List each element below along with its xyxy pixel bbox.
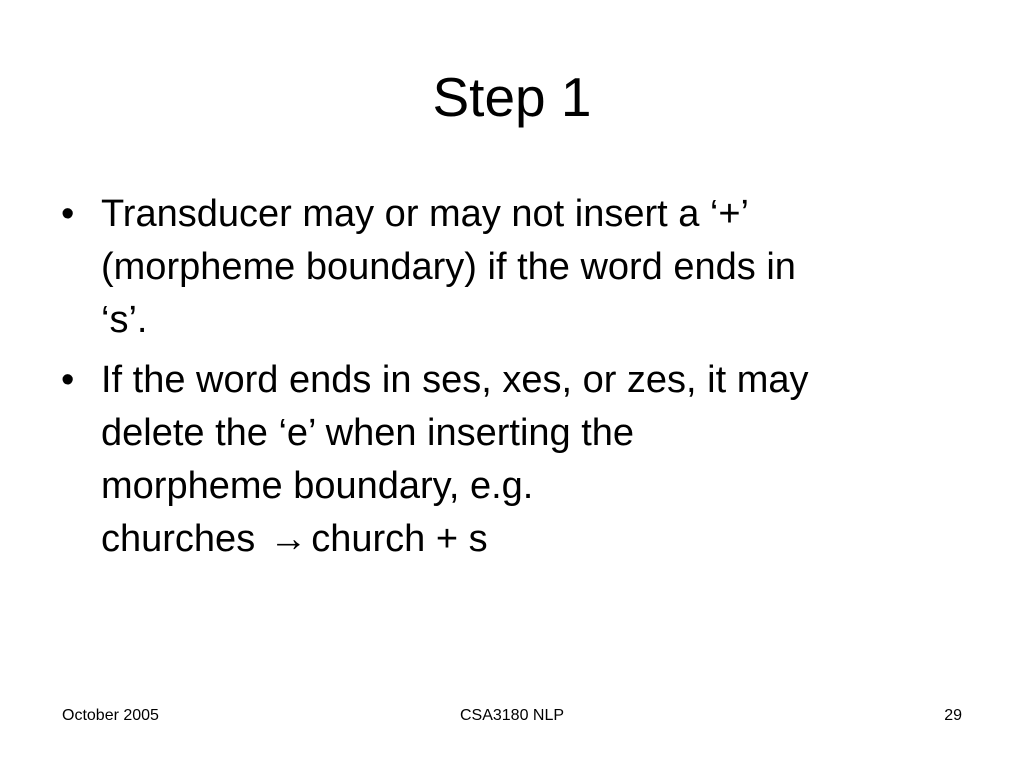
footer-date: October 2005 — [62, 707, 159, 724]
bullet-item-2 — [61, 354, 961, 566]
example-line — [101, 513, 961, 566]
bullet-text-line: If the word ends in ses, xes, or zes, it may — [101, 359, 809, 401]
bullet-marker: • — [61, 359, 75, 401]
footer-page-number: 29 — [944, 707, 962, 724]
example-target: church + s — [311, 518, 488, 560]
bullet-text-line: Transducer may or may not insert a ‘+’ — [101, 193, 750, 235]
bullet-text-line: morpheme boundary, e.g. — [101, 465, 534, 507]
bullet-text-line: (morpheme boundary) if the word ends in — [101, 246, 796, 288]
bullet-list — [61, 188, 961, 573]
example-source: churches — [101, 518, 256, 560]
footer-course: CSA3180 NLP — [459, 707, 565, 724]
right-arrow-icon: → — [269, 518, 308, 560]
slide-title: Step 1 — [432, 66, 592, 128]
bullet-text-line: ‘s’. — [101, 299, 148, 341]
bullet-marker: • — [61, 193, 75, 235]
bullet-text-line: delete the ‘e’ when inserting the — [101, 412, 635, 454]
bullet-item-1 — [61, 188, 961, 347]
